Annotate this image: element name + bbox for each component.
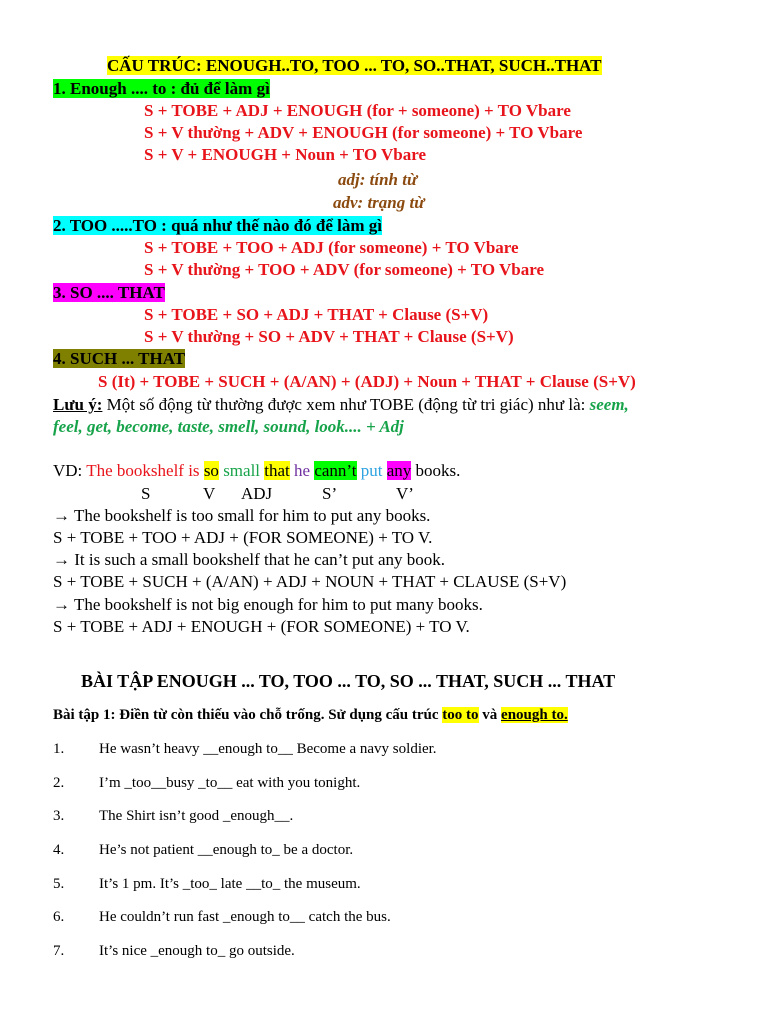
s3-formula-1: S + TOBE + SO + ADJ + THAT + Clause (S+V) [144,305,489,324]
note-line-2: feel, get, become, taste, smell, sound, look.... + Adj [53,417,404,436]
s1-formula-2: S + V thường + ADV + ENOUGH (for someone) + TO Vbare [144,123,583,142]
adv-note: adv: trạng từ [333,193,425,212]
s1-formula-1: S + TOBE + ADJ + ENOUGH (for + someone) + TO Vbare [144,101,571,120]
exercise-number: 5. [53,876,65,892]
section-3-heading: 3. SO .... THAT [53,283,165,302]
section-4-heading: 4. SUCH ... THAT [53,349,186,368]
s3-formula-2: S + V thường + SO + ADV + THAT + Clause (S+V) [144,327,514,346]
exercise-item: The Shirt isn’t good _enough__. [99,808,294,824]
section-1-heading: 1. Enough .... to : đủ để làm gì [53,79,270,98]
exercise-item: He wasn’t heavy __enough to__ Become a navy soldier. [99,741,437,757]
rewrite-1-formula: S + TOBE + TOO + ADJ + (FOR SOMEONE) + TO V. [53,528,433,547]
exercise-number: 7. [53,943,65,959]
rewrite-2: → It is such a small bookshelf that he can’t put any book. [53,550,446,569]
s2-formula-2: S + V thường + TOO + ADV (for someone) + TO Vbare [144,260,545,279]
exercise-item: It’s 1 pm. It’s _too_ late __to_ the museum. [99,876,361,892]
arrow-icon: → [53,506,70,525]
page-title: CẤU TRÚC: ENOUGH..TO, TOO ... TO, SO..THAT, SUCH..THAT [107,56,602,75]
tag-s: S [141,484,151,503]
exercise-number: 4. [53,842,65,858]
rewrite-1: → The bookshelf is too small for him to put any books. [53,506,431,525]
exercise-number: 1. [53,741,65,757]
exercise-item: I’m _too__busy _to__ eat with you tonight. [99,775,361,791]
example-sentence: VD: The bookshelf is so small that he cann’t put any books. [53,461,461,480]
tag-s-prime: S’ [322,484,338,503]
s1-formula-3: S + V + ENOUGH + Noun + TO Vbare [144,145,427,164]
rewrite-3-formula: S + TOBE + ADJ + ENOUGH + (FOR SOMEONE) + TO V. [53,617,470,636]
note-line-1: Lưu ý: Một số động từ thường được xem như TOBE (động từ tri giác) như là: seem, [53,395,629,414]
section-2-heading: 2. TOO .....TO : quá như thế nào đó để làm gì [53,216,383,235]
adj-note: adj: tính từ [338,170,418,189]
exercise-item: He’s not patient __enough to_ be a doctor. [99,842,354,858]
s2-formula-1: S + TOBE + TOO + ADJ (for someone) + TO Vbare [144,238,519,257]
rewrite-2-formula: S + TOBE + SUCH + (A/AN) + ADJ + NOUN + THAT + CLAUSE (S+V) [53,572,567,591]
rewrite-3: → The bookshelf is not big enough for him to put many books. [53,595,483,614]
task-1-instruction: Bài tập 1: Điền từ còn thiếu vào chỗ trống. Sử dụng cấu trúc too to và enough to. [53,707,568,723]
exercise-item: It’s nice _enough to_ go outside. [99,943,295,959]
exercise-title: BÀI TẬP ENOUGH ... TO, TOO ... TO, SO ... THAT, SUCH ... THAT [81,671,616,691]
tag-v-prime: V’ [396,484,414,503]
exercise-number: 2. [53,775,65,791]
arrow-icon: → [53,595,70,614]
s4-formula-1: S (It) + TOBE + SUCH + (A/AN) + (ADJ) + Noun + THAT + Clause (S+V) [98,372,636,391]
exercise-number: 3. [53,808,65,824]
tag-v: V [203,484,216,503]
arrow-icon: → [53,550,70,569]
tag-adj: ADJ [241,484,273,503]
exercise-item: He couldn’t run fast _enough to__ catch the bus. [99,909,391,925]
exercise-number: 6. [53,909,65,925]
